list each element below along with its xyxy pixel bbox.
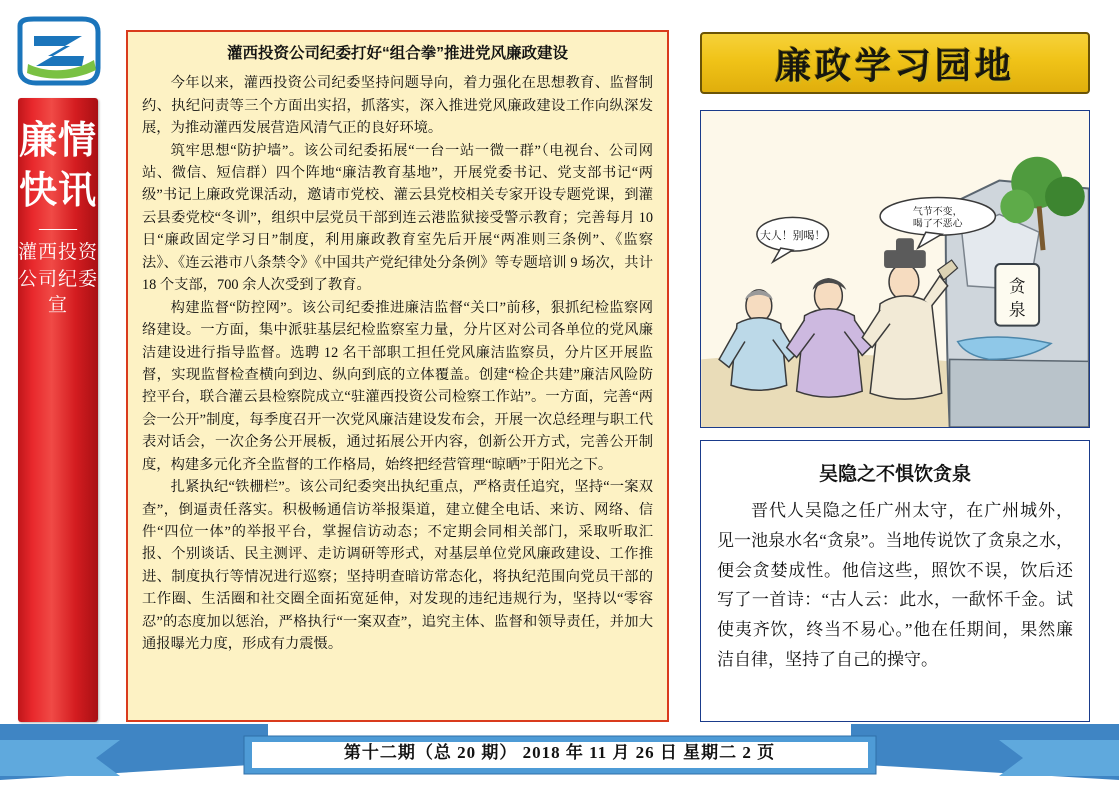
- article-title: 灌西投资公司纪委打好“组合拳”推进党风廉政建设: [226, 45, 568, 62]
- cartoon-svg: [701, 111, 1089, 427]
- cartoon-bubble-2: 气节不变，: [912, 206, 963, 218]
- article-paragraph: 筑牢思想“防护墙”。该公司纪委拓展“一台一站一微一群”（电视台、公司网站、微信、短信群）四个阵地“廉洁教育基地”，开展党委书记、党支部书记“两级”书记上廉政党课活动，邀请市党校、灌云县党校相关专家开设专题党课，到灌云县委党校“冬训”，组织中层党员干部到连云港监狱接受警示教育；完善每月 10 日“廉政固定学习日”制度，利用廉政教育室先后开展“两准则三条例”、《监察法》、《连云港市八条禁令》《中国共产党纪律处分条例》等专题培训 9 场次，共计 18 个支部，700 余人次受到了教育。: [142, 142, 653, 294]
- sidebar-dash: ——: [39, 218, 77, 240]
- article-paragraph: 今年以来，灌西投资公司纪委坚持问题导向，着力强化在思想教育、监督制约、执纪问责等三个方面出实招，抓落实，深入推进党风廉政建设工作向纵深发展，为推动灌西发展营造风清气正的良好环境。: [142, 75, 653, 137]
- article-panel: [126, 30, 669, 722]
- footer-text: 第十二期（总 20 期） 2018 年 11 月 26 日 星期二 2 页: [343, 743, 776, 762]
- article-paragraph: 扎紧执纪“铁栅栏”。该公司纪委突出执纪重点，严格责任追究，坚持“一案双查”，倒逼责任落实。积极畅通信访举报渠道，建立健全电话、来访、网络、信件“四位一体”的举报平台，掌握信访动态；不定期会同相关部门，采取听取汇报、个别谈话、民主测评、走访调研等形式，对基层单位党风廉政建设、工作推进、制度执行等情况进行巡察；坚持明查暗访常态化，将执纪范围向党员干部的工作圈、生活圈和社交圈全面拓宽延伸，对发现的违纪违规行为，坚持以“零容忍”的态度加以惩治，严格执行“一案双查”，追究主体、监督和领导责任，并加大通报曝光力度，形成有力震慑。: [142, 479, 653, 653]
- sidebar-title: 廉情快讯: [18, 120, 97, 213]
- sidebar-subtitle: 灌西投资公司纪委宣: [18, 242, 99, 316]
- footer-ribbon: [0, 718, 1119, 790]
- svg-text:泉: 泉: [1008, 300, 1026, 320]
- cartoon-bubble-1: 大人！别喝！: [759, 230, 826, 243]
- story-title: 吴隐之不惧饮贪泉: [818, 464, 971, 485]
- section-banner-title: 廉政学习园地: [774, 44, 1015, 86]
- company-logo: [14, 16, 102, 88]
- svg-text:贪: 贪: [1008, 276, 1026, 296]
- article-paragraph: 构建监督“防控网”。该公司纪委推进廉洁监督“关口”前移，狠抓纪检监察网络建设。一方面，集中派驻基层纪检监察室力量，分片区对公司各单位的党风廉洁建设进行指导监督。选聘 12 名干部职工担任党风廉洁监察员，分片区开展监督，实现监督检查横向到边、纵向到底的立体覆盖。创建“检企共建”廉洁风险防控平台，联合灌云县检察院成立“驻灌西投资公司检察工作站”。一方面，完善“两会一公开”制度，每季度召开一次党风廉洁建设发布会，开展一次总经理与职工代表对话会，一次企务公开展板，通过拓展公开内容，创新公开方式，完善公开制度，构建多元化齐全监督的工作格局，始终把经营管理“晾晒”于阳光之下。: [142, 299, 653, 473]
- cartoon-illustration: [700, 110, 1090, 428]
- section-banner: [700, 32, 1090, 94]
- story-panel: [700, 440, 1090, 722]
- story-text: 晋代人吴隐之任广州太守，在广州城外，见一池泉水名“贪泉”。当地传说饮了贪泉之水，便会贪婪成性。他信这些，照饮不误，饮后还写了一首诗：“古人云：此水，一歃怀千金。试使夷齐饮，终当不易心。”他在任期间，果然廉洁自律，坚持了自己的操守。: [717, 501, 1073, 669]
- cartoon-bubble-3: 喝了不恶心: [912, 218, 963, 230]
- sidebar-banner: [18, 98, 98, 722]
- left-column: [0, 0, 118, 790]
